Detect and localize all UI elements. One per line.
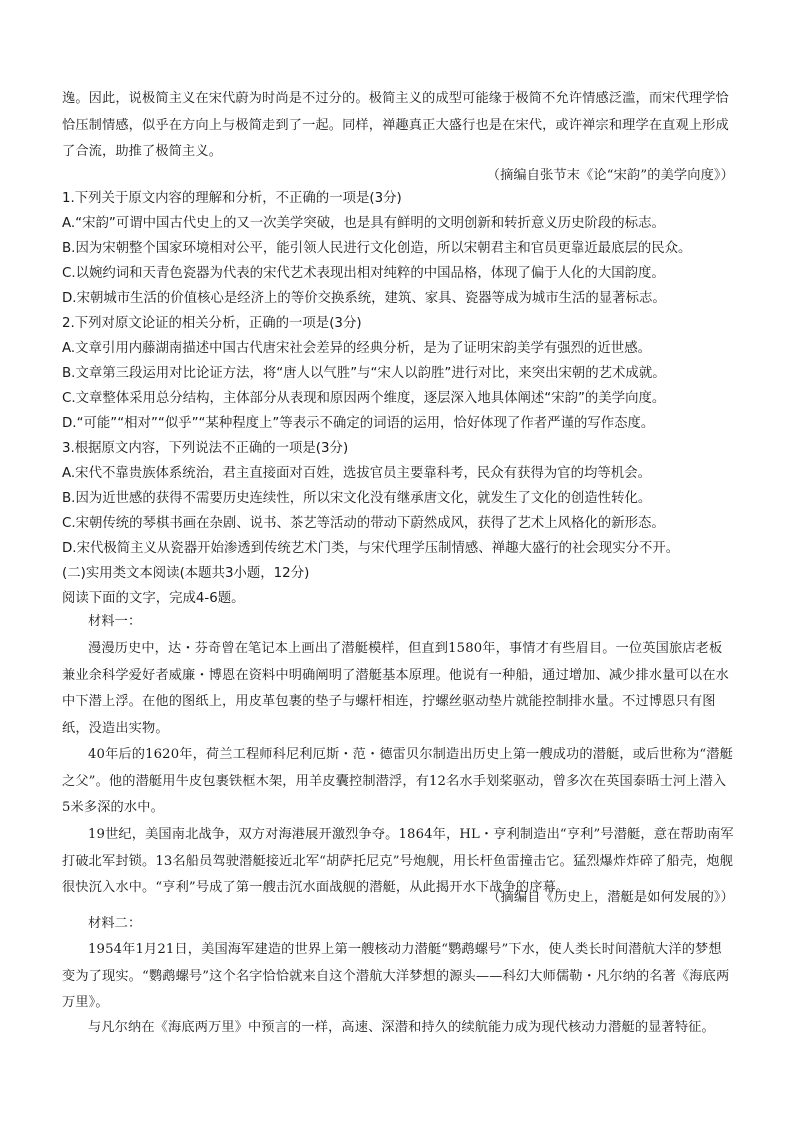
option-c: C.文章整体采用总分结构，主体部分从表现和原因两个维度，逐层深入地具体阐述“宋韵”的美学向度。 — [62, 391, 666, 406]
passage-source: （摘编自张节末《论“宋韵”的美学向度》） — [486, 168, 734, 183]
passage-paragraph: 逸。因此，说极简主义在宋代蔚为时尚是不过分的。极简主义的成型可能缘于极简不允许情感泛滥，而宋代理学恰恰压制情感，似乎在方向上与极简走到了一起。同样，禅趣真正大盛行也是在宋代，或许禅宗和理学在直观上形成了合流，助推了极简主义。 — [62, 91, 729, 159]
material-1-label: 材料一： — [88, 614, 142, 629]
question-3 — [62, 436, 734, 561]
option-a: A.“宋韵”可谓中国古代史上的又一次美学突破，也是具有鲜明的文明创新和转折意义历史阶段的标志。 — [62, 216, 665, 231]
section-heading: (二)实用类文本阅读(本题共3小题，12分) — [62, 566, 310, 581]
material-2-label: 材料二： — [88, 916, 142, 931]
section-instruction: 阅读下面的文字，完成4-6题。 — [62, 591, 245, 606]
option-d: D.宋朝城市生活的价值核心是经济上的等价交换系统，建筑、家具、瓷器等成为城市生活的显著标志。 — [62, 291, 666, 306]
material-1-paragraph: 19世纪，美国南北战争，双方对海港展开激烈争夺。1864年，HL・亨利制造出“亨利”号潜艇，意在帮助南军打破北军封锁。13名船员驾驶潜艇接近北军“胡萨托尼克”号炮舰，用长杆鱼雷撞击它。猛烈爆炸炸碎了船壳，炮舰很快沉入水中。“亨利”号成了第一艘击沉水面战舰的潜艇，从此揭开水下战争的序幕。 — [62, 827, 734, 895]
material-1-paragraph: 40年后的1620年，荷兰工程师科尼利厄斯・范・德雷贝尔制造出历史上第一艘成功的潜艇，或后世称为“潜艇之父”。他的潜艇用牛皮包裹铁框木架，用羊皮囊控制潜浮，有12名水手划桨驱动，曾多次在英国泰晤士河上潜入5米多深的水中。 — [62, 747, 733, 815]
option-b: B.文章第三段运用对比论证方法，将“唐人以气胜”与“宋人以韵胜”进行对比，来突出宋朝的艺术成就。 — [62, 366, 666, 381]
material-1-paragraph: 漫漫历史中，达・芬奇曾在笔记本上画出了潜艇模样，但直到1580年，事情才有些眉目。一位英国旅店老板兼业余科学爱好者威廉・博恩在资料中明确阐明了潜艇基本原理。他说有一种船，通过增加、减少排水量可以在水中下潜上浮。在他的图纸上，用皮革包裹的垫子与螺杆相连，拧螺丝驱动垫片就能控制排水量。不过博恩只有图纸，没造出实物。 — [62, 641, 729, 736]
option-b: B.因为宋朝整个国家环境相对公平，能引领人民进行文化创造，所以宋朝君主和官员更靠近最底层的民众。 — [62, 241, 692, 256]
material-1-source: （摘编自《历史上，潜艇是如何发展的》） — [487, 890, 734, 905]
question-stem: 3.根据原文内容，下列说法不正确的一项是(3分) — [62, 441, 349, 456]
option-c: C.宋朝传统的琴棋书画在杂剧、说书、茶艺等活动的带动下蔚然成风，获得了艺术上风格化的新形态。 — [62, 516, 665, 531]
material-2-paragraph: 1954年1月21日，美国海军建造的世界上第一艘核动力潜艇“鹦鹉螺号”下水，使人类长时间潜航大洋的梦想变为了现实。“鹦鹉螺号”这个名字恰恰就来自这个潜航大洋梦想的源头——科幻大师儒勒・凡尔纳的名著《海底两万里》。 — [62, 942, 730, 1010]
option-c: C.以婉约词和天青色瓷器为代表的宋代艺术表现出相对纯粹的中国品格，体现了偏于人化的大国韵度。 — [62, 266, 665, 281]
question-2 — [62, 311, 734, 436]
option-a: A.文章引用内藤湖南描述中国古代唐宋社会差异的经典分析，是为了证明宋韵美学有强烈的近世感。 — [62, 341, 651, 356]
question-1 — [62, 186, 734, 311]
option-a: A.宋代不靠贵族体系统治，君主直接面对百姓，选拔官员主要靠科考，民众有获得为官的均等机会。 — [62, 466, 651, 481]
option-b: B.因为近世感的获得不需要历史连续性，所以宋文化没有继承唐文化，就发生了文化的创造性转化。 — [62, 491, 652, 506]
material-2-paragraph: 与凡尔纳在《海底两万里》中预言的一样，高速、深潜和持久的续航能力成为现代核动力潜艇的显著特征。 — [88, 1020, 715, 1035]
option-d: D.“可能”“相对”“似乎”“某种程度上”等表示不确定的词语的运用，恰好体现了作者严谨的写作态度。 — [62, 416, 655, 431]
question-stem: 1.下列关于原文内容的理解和分析，不正确的一项是(3分) — [62, 191, 402, 206]
option-d: D.宋代极简主义从瓷器开始渗透到传统艺术门类，与宋代理学压制情感、禅趣大盛行的社会现实分不开。 — [62, 541, 680, 556]
question-stem: 2.下列对原文论证的相关分析，正确的一项是(3分) — [62, 316, 362, 331]
